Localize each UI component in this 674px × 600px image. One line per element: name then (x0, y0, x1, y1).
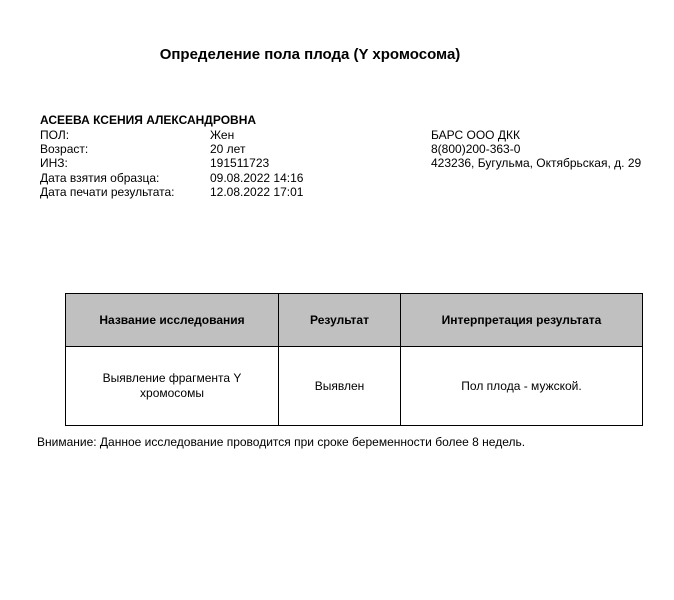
lab-phone: 8(800)200-363-0 (431, 142, 521, 157)
field-value: 191511723 (210, 156, 270, 171)
page-title: Определение пола плода (Y хромосома) (159, 46, 461, 63)
results-table (65, 293, 643, 426)
lab-address: 423236, Бугульма, Октябрьская, д. 29 (431, 156, 642, 171)
field-value: 20 лет (210, 142, 246, 157)
patient-name: АСЕЕВА КСЕНИЯ АЛЕКСАНДРОВНА (40, 113, 257, 127)
field-value: Жен (210, 128, 235, 142)
field-value: 09.08.2022 14:16 (210, 170, 304, 185)
patient-field-print-date (40, 185, 303, 199)
field-label: ИНЗ: (40, 156, 68, 171)
cell-test-name: Выявление фрагмента Y хромосомы (66, 347, 279, 426)
patient-field-inz (40, 156, 303, 170)
field-value: 12.08.2022 17:01 (210, 184, 304, 199)
table-header-row (66, 294, 643, 347)
header-test-name: Название исследования (66, 294, 279, 347)
field-label: Дата печати результата: (40, 184, 175, 199)
patient-field-age (40, 142, 303, 156)
lab-name: БАРС ООО ДКК (431, 128, 520, 142)
header-result: Результат (279, 294, 401, 347)
patient-field-sex (40, 128, 303, 142)
field-label: Дата взятия образца: (40, 170, 160, 185)
table-row (66, 347, 643, 426)
header-interpretation: Интерпретация результата (401, 294, 643, 347)
patient-field-sample-date (40, 171, 303, 185)
cell-interpretation: Пол плода - мужской. (401, 347, 643, 426)
attention-note: Внимание: Данное исследование проводится при сроке беременности более 8 недель. (37, 435, 526, 449)
patient-info (40, 128, 303, 199)
lab-info (431, 128, 641, 171)
field-label: Возраст: (40, 142, 89, 157)
cell-result: Выявлен (279, 347, 401, 426)
field-label: ПОЛ: (40, 128, 70, 142)
